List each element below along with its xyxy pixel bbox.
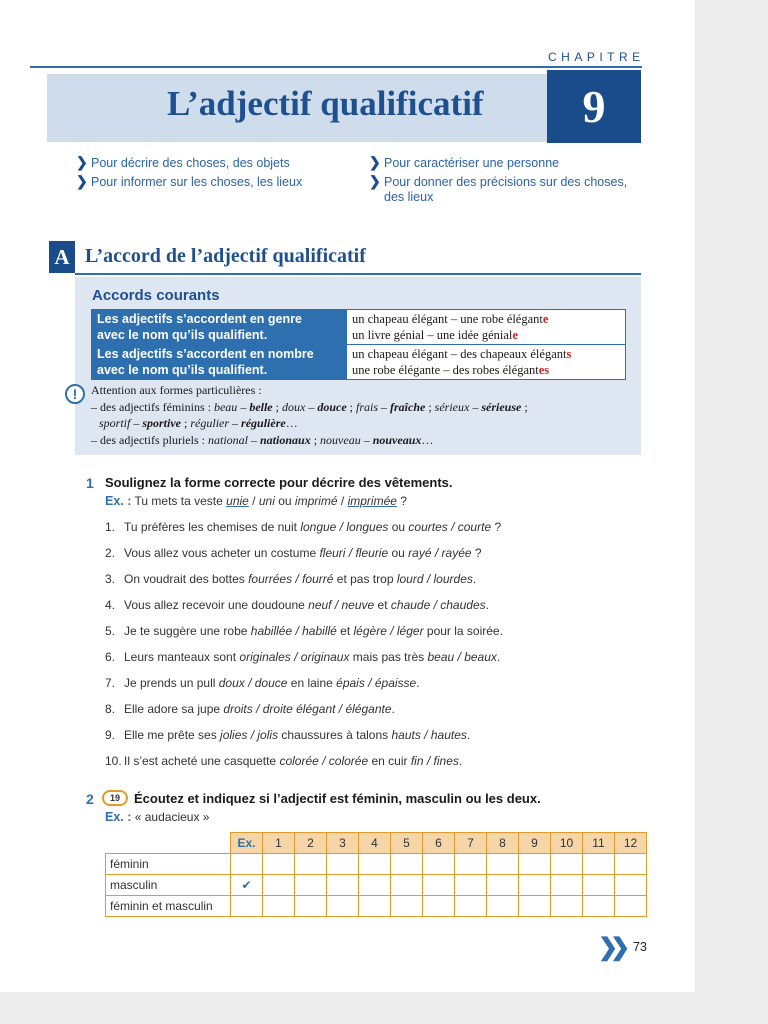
grid-cell[interactable] (455, 854, 487, 875)
header-rule (30, 66, 642, 68)
grid-cell[interactable] (263, 854, 295, 875)
exercise-item: 4. Vous allez recevoir une doudoune neuf / neuve et chaude / chaudes. (105, 598, 489, 612)
exercise-item: 6. Leurs manteaux sont originales / originaux mais pas très beau / beaux. (105, 650, 501, 664)
grid-cell[interactable] (423, 875, 455, 896)
plural-forms: – des adjectifs pluriels : national – nationaux ; nouveau – nouveaux… (91, 432, 434, 447)
grid-header-cell: 3 (327, 833, 359, 854)
grid-cell[interactable] (391, 854, 423, 875)
grid-cell[interactable] (583, 875, 615, 896)
feminine-forms: – des adjectifs féminins : beau – belle ; doux – douce ; frais – fraîche ; sérieux – sérieuse ; (91, 399, 528, 414)
grid-row (106, 896, 647, 917)
section-rule (75, 273, 641, 275)
grid-header-row (106, 833, 647, 854)
exercise-number: 1 (86, 475, 94, 491)
exercise-item: 7. Je prends un pull doux / douce en laine épais / épaisse. (105, 676, 420, 690)
grid-cell[interactable] (263, 896, 295, 917)
grid-cell[interactable] (359, 854, 391, 875)
grid-cell[interactable] (487, 875, 519, 896)
chevron-right-icon: ❯ (369, 154, 381, 170)
rule-row (92, 310, 626, 345)
grid-cell[interactable] (327, 854, 359, 875)
grid-row (106, 875, 647, 896)
grid-header-cell: 11 (583, 833, 615, 854)
grid-cell[interactable] (359, 896, 391, 917)
grid-header-cell: Ex. (231, 833, 263, 854)
grid-cell[interactable] (295, 875, 327, 896)
chapter-title: L’adjectif qualificatif (167, 84, 484, 123)
grid-cell[interactable] (583, 854, 615, 875)
section-title: L’accord de l’adjectif qualificatif (85, 245, 366, 267)
grid-cell[interactable] (455, 896, 487, 917)
next-page-icon[interactable]: ❯❯ (598, 934, 623, 961)
exercise-item: 8. Elle adore sa jupe droits / droite élégant / élégante. (105, 702, 395, 716)
grid-cell[interactable] (551, 854, 583, 875)
grid-header-cell: 7 (455, 833, 487, 854)
grid-cell[interactable] (519, 875, 551, 896)
section-letter: A (49, 241, 75, 273)
grid-header-cell: 5 (391, 833, 423, 854)
grid-header-cell: 8 (487, 833, 519, 854)
grid-cell[interactable] (551, 875, 583, 896)
exercise-example: Ex. : « audacieux » (105, 810, 210, 824)
rule-examples: un chapeau élégant – une robe élégante un livre génial – une idée géniale (347, 310, 626, 345)
grid-header-cell: 12 (615, 833, 647, 854)
rules-table (91, 309, 626, 380)
grid-cell[interactable] (487, 854, 519, 875)
exercise-item: 3. On voudrait des bottes fourrées / fourré et pas trop lourd / lourdes. (105, 572, 477, 586)
grid-cell[interactable] (615, 854, 647, 875)
grid-cell[interactable] (615, 875, 647, 896)
exercise-instruction: Écoutez et indiquez si l’adjectif est féminin, masculin ou les deux. (134, 791, 541, 806)
exercise-item: 5. Je te suggère une robe habillée / habillé et légère / léger pour la soirée. (105, 624, 503, 638)
grid-cell[interactable] (487, 896, 519, 917)
grid-header-cell: 4 (359, 833, 391, 854)
chevron-right-icon: ❯ (76, 173, 88, 189)
grid-cell[interactable] (327, 896, 359, 917)
grid-header-cell: 2 (295, 833, 327, 854)
panel-title: Accords courants (92, 287, 220, 304)
rule-row (92, 345, 626, 380)
grid-cell[interactable] (359, 875, 391, 896)
objective-item: ❯ Pour donner des précisions sur des choses, (369, 173, 628, 189)
page-number: 73 (633, 940, 647, 954)
exercise-example: Ex. : Tu mets ta veste unie / uni ou imprimé / imprimée ? (105, 494, 407, 508)
objective-item: ❯ Pour caractériser une personne (369, 154, 560, 170)
grid-header-cell: 10 (551, 833, 583, 854)
exercise-item: 10. Il s’est acheté une casquette colorée / colorée en cuir fin / fines. (105, 754, 463, 768)
grid-cell[interactable] (295, 854, 327, 875)
grid-cell[interactable] (391, 875, 423, 896)
rule-text: Les adjectifs s’accordent en nombre avec le nom qu’ils qualifient. (92, 345, 347, 380)
objective-item: ❯ Pour informer sur les choses, les lieux (76, 173, 303, 189)
grid-row (106, 854, 647, 875)
chapter-number: 9 (547, 70, 641, 143)
chevron-right-icon: ❯ (76, 154, 88, 170)
grid-cell[interactable] (519, 896, 551, 917)
objective-item-continued: des lieux (384, 190, 434, 204)
grid-row-label: féminin (106, 854, 231, 875)
grid-cell[interactable] (455, 875, 487, 896)
grid-cell[interactable] (231, 896, 263, 917)
grid-cell[interactable] (551, 896, 583, 917)
audio-track-icon[interactable]: 19 (102, 790, 128, 806)
grid-header-cell: 1 (263, 833, 295, 854)
attention-icon: ! (65, 384, 85, 404)
grid-header-cell: 9 (519, 833, 551, 854)
grid-cell[interactable] (423, 854, 455, 875)
grid-cell[interactable] (519, 854, 551, 875)
exercise-item: 9. Elle me prête ses jolies / jolis chaussures à talons hauts / hautes. (105, 728, 471, 742)
grid-cell[interactable] (391, 896, 423, 917)
grid-cell[interactable] (615, 896, 647, 917)
grid-cell[interactable] (231, 854, 263, 875)
grid-cell[interactable] (583, 896, 615, 917)
grid-row-label: masculin (106, 875, 231, 896)
rule-examples: un chapeau élégant – des chapeaux élégants une robe élégante – des robes élégantes (347, 345, 626, 380)
grid-cell[interactable] (423, 896, 455, 917)
grid-header-cell: 6 (423, 833, 455, 854)
exercise-item: 2. Vous allez vous acheter un costume fleuri / fleurie ou rayé / rayée ? (105, 546, 482, 560)
exercise-item: 1. Tu préfères les chemises de nuit longue / longues ou courtes / courte ? (105, 520, 502, 534)
grid-cell[interactable] (327, 875, 359, 896)
chapter-label: CHAPITRE (548, 50, 645, 64)
grid-cell[interactable] (295, 896, 327, 917)
chevron-right-icon: ❯ (369, 173, 381, 189)
objective-item: ❯ Pour décrire des choses, des objets (76, 154, 290, 170)
exercise-number: 2 (86, 791, 94, 807)
rule-text: Les adjectifs s’accordent en genre avec le nom qu’ils qualifient. (92, 310, 347, 345)
attention-note: Attention aux formes particulières : – des adjectifs féminins : beau – belle ; doux – douce ; frais – fraîche ; sérieux – sérieuse ; sportif – sportive ; régulier – régulière… – des adjectifs pluriels : national – nationaux ; nouveau – nouveaux… (91, 382, 631, 448)
check-icon[interactable]: ✔ (231, 875, 263, 896)
grid-cell[interactable] (263, 875, 295, 896)
answer-grid (105, 832, 647, 917)
grid-row-label: féminin et masculin (106, 896, 231, 917)
exercise-instruction: Soulignez la forme correcte pour décrire des vêtements. (105, 475, 453, 490)
feminine-forms-continued: sportif – sportive ; régulier – régulière… (99, 416, 298, 430)
